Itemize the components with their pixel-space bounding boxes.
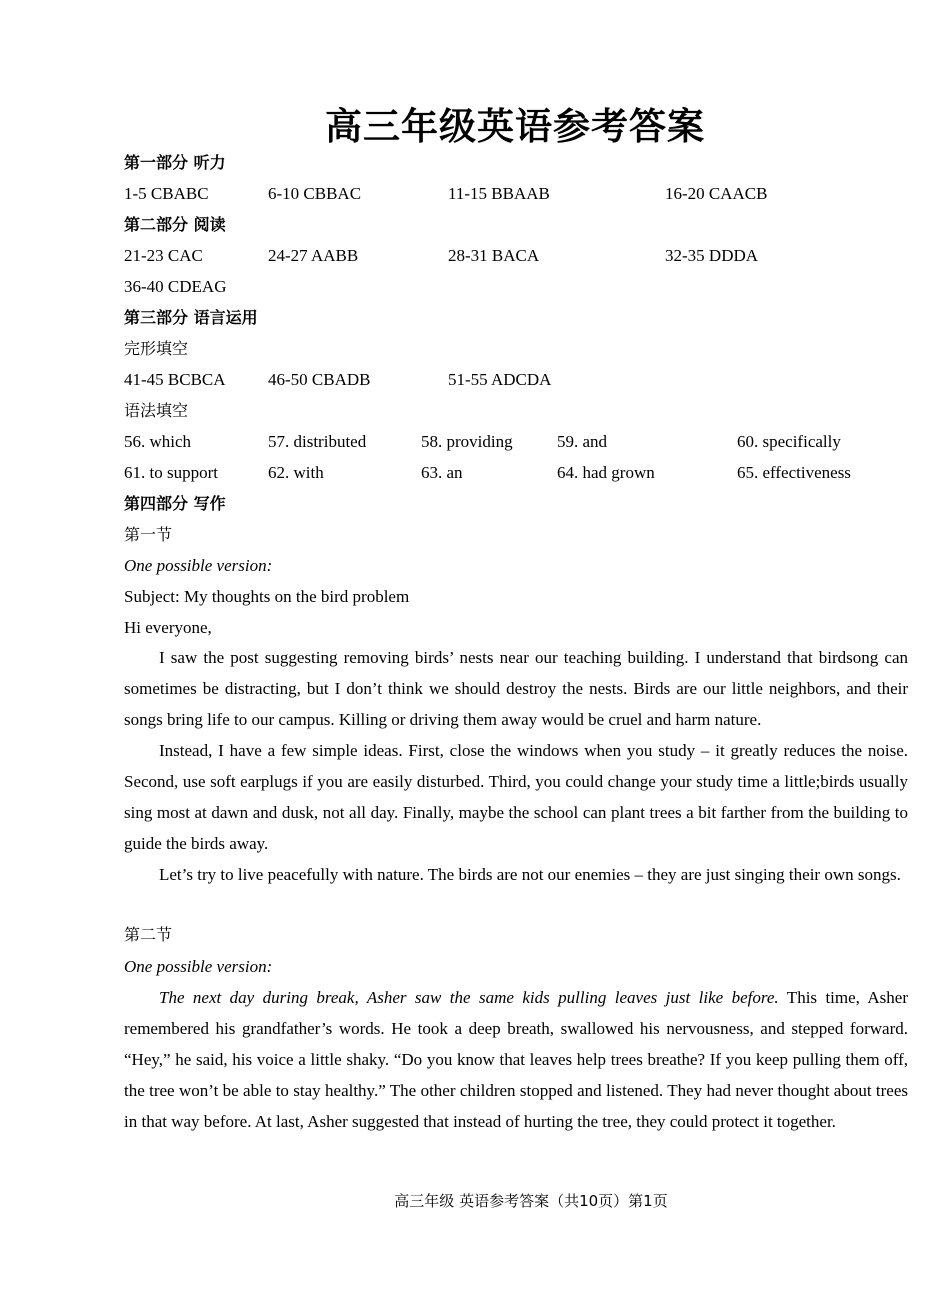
- grammar-label: 语法填空: [124, 401, 189, 420]
- section1-label: 第一节: [124, 525, 173, 544]
- grammar-answers-row: [124, 463, 924, 483]
- answer-group: 36-40 CDEAG: [124, 277, 227, 296]
- answer-group: 21-23 CAC: [124, 246, 203, 265]
- answer-group: 11-15 BBAAB: [448, 184, 550, 203]
- answer-group: 6-10 CBBAC: [268, 184, 362, 203]
- grammar-answer: 59. and: [557, 432, 608, 451]
- part3-heading: 第三部分 语言运用: [124, 308, 258, 327]
- cloze-label: 完形填空: [124, 339, 189, 358]
- page-footer: 高三年级 英语参考答案（共10页）第1页: [394, 1192, 668, 1210]
- answer-group: 41-45 BCBCA: [124, 370, 226, 389]
- part1-answers-row: [124, 184, 924, 204]
- part2-heading: 第二部分 阅读: [124, 215, 226, 234]
- section2-version-label: One possible version:: [124, 957, 273, 976]
- answer-group: 32-35 DDDA: [665, 246, 759, 265]
- grammar-answer: 62. with: [268, 463, 324, 482]
- section1-version-label: One possible version:: [124, 556, 273, 575]
- answer-group: 46-50 CBADB: [268, 370, 371, 389]
- part4-heading: 第四部分 写作: [124, 494, 226, 513]
- grammar-answer: 65. effectiveness: [737, 463, 851, 482]
- story-continuation: This time, Asher remembered his grandfather’s words. He took a deep breath, swallowed his nervousness, and stepped forward. “Hey,” he said, his voice a little shaky. “Do you know that leaves help trees breathe? If you keep pulling them off, the tree won’t be able to stay healthy.” The other children stopped and listened. They had never thought about trees in that way before. At last, Asher suggested that instead of hurting the tree, they could protect it together.: [124, 988, 909, 1131]
- grammar-answers-row: [124, 432, 924, 452]
- grammar-answer: 64. had grown: [557, 463, 655, 482]
- grammar-answer: 56. which: [124, 432, 192, 451]
- letter-greeting: Hi everyone,: [124, 618, 212, 637]
- grammar-answer: 63. an: [421, 463, 463, 482]
- answer-group: 16-20 CAACB: [665, 184, 768, 203]
- part2-answers-row: [124, 246, 924, 266]
- letter-paragraph: I saw the post suggesting removing birds’ nests near our teaching building. I understand that birdsong can sometimes be distracting, but I don’t think we should destroy the nests. Birds are our little neighbors, and their songs bring life to our campus. Killing or driving them away would be cruel and harm nature.: [124, 648, 908, 729]
- letter-paragraph: Instead, I have a few simple ideas. First, close the windows when you study – it greatly reduces the noise. Second, use soft earplugs if you are easily disturbed. Third, you could change your study time a little;birds usually sing most at dawn and dusk, not all day. Finally, maybe the school can plant trees a bit farther from the building to guide the birds away.: [124, 741, 908, 853]
- story-given-opening: The next day during break, Asher saw the same kids pulling leaves just like before.: [159, 988, 779, 1007]
- cloze-answers-row: [124, 370, 924, 390]
- part2-answers-row: [124, 277, 924, 297]
- answer-group: 51-55 ADCDA: [448, 370, 552, 389]
- answer-group: 24-27 AABB: [268, 246, 359, 265]
- answer-group: 28-31 BACA: [448, 246, 540, 265]
- story-paragraph: [124, 982, 908, 1137]
- page-title: 高三年级英语参考答案: [325, 105, 705, 148]
- answer-group: 1-5 CBABC: [124, 184, 209, 203]
- grammar-answer: 61. to support: [124, 463, 218, 482]
- part1-heading: 第一部分 听力: [124, 153, 226, 172]
- section2-label: 第二节: [124, 925, 173, 944]
- letter-subject: Subject: My thoughts on the bird problem: [124, 587, 410, 606]
- grammar-answer: 58. providing: [421, 432, 513, 451]
- letter-paragraph: Let’s try to live peacefully with nature. The birds are not our enemies – they are just singing their own songs.: [159, 865, 901, 884]
- grammar-answer: 57. distributed: [268, 432, 367, 451]
- grammar-answer: 60. specifically: [737, 432, 841, 451]
